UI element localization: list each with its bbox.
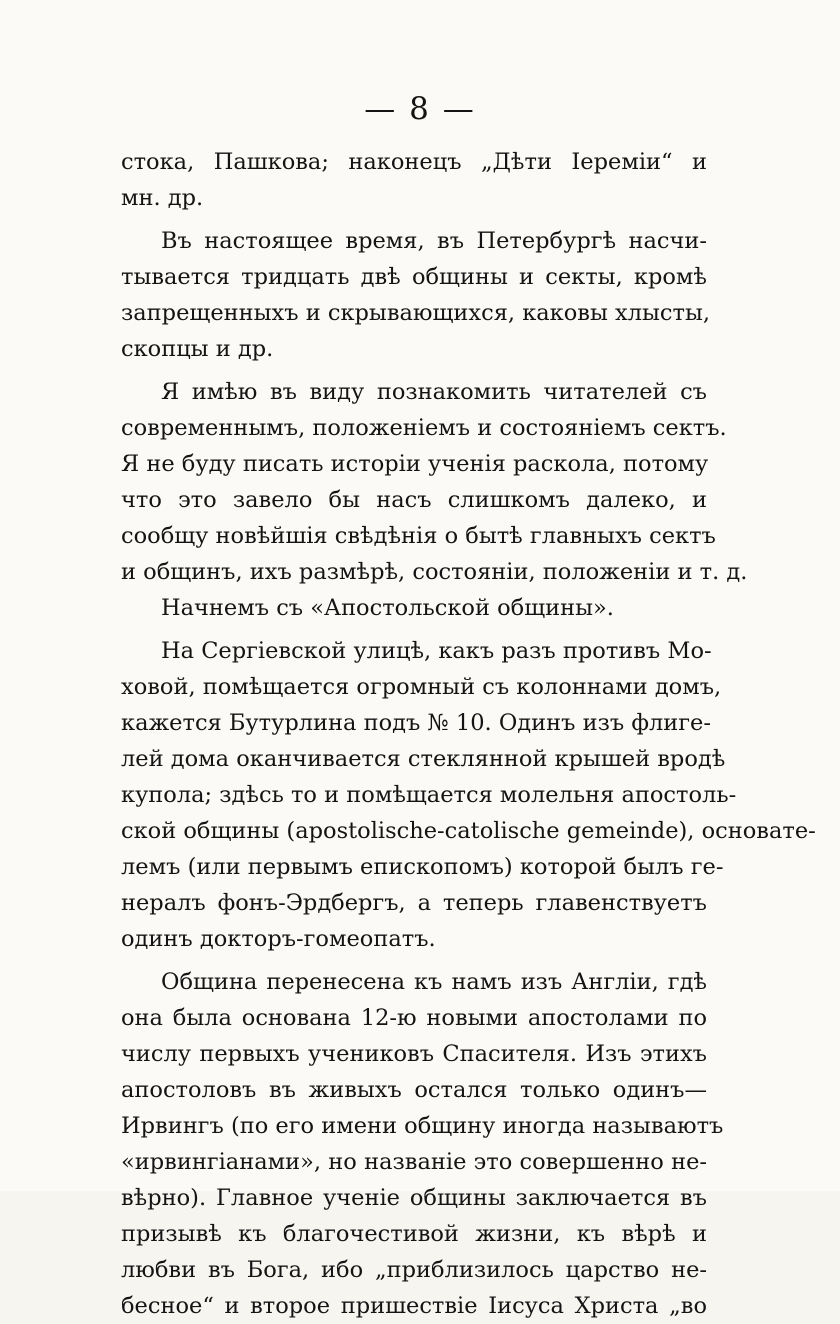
text-line: лей дома оканчивается стеклянной крышей вродѣ [121,746,726,772]
text-line: Ирвингъ (по его имени общину иногда называютъ [121,1113,724,1139]
paragraph-6 [121,964,724,1324]
text-line: купола; здѣсь то и помѣщается молельня апостоль- [121,782,737,808]
text-line: и общинъ, ихъ размѣрѣ, состояніи, положеніи и т. д. [121,559,748,585]
text-line: любви въ Бога, ибо „приблизилось царство не- [121,1257,707,1283]
text-line: она была основана 12-ю новыми апостолами по [121,1005,707,1031]
paragraph-2 [121,223,710,367]
text-line: скопцы и др. [121,336,274,362]
text-line: Община перенесена къ намъ изъ Англіи, гдѣ [161,969,707,995]
text-line: На Сергіевской улицѣ, какъ разъ противъ Мо- [161,638,712,664]
text-line: Я имѣю въ виду познакомить читателей съ [161,379,707,405]
text-line: «ирвингіанами», но названіе это совершенно не- [121,1149,707,1175]
text-line: тывается тридцать двѣ общины и секты, кромѣ [121,264,707,290]
paragraph-5 [121,633,816,957]
text-line: сообщу новѣйшія свѣдѣнія о бытѣ главныхъ сектъ [121,523,716,549]
paragraph-4 [121,590,707,626]
text-line: лемъ (или первымъ епископомъ) которой былъ ге- [121,854,724,880]
paragraph-3 [121,374,748,590]
text-line: одинъ докторъ-гомеопатъ. [121,926,436,952]
text-line: вѣрно). Главное ученіе общины заключается въ [121,1185,707,1211]
text-line: современнымъ, положеніемъ и состояніемъ сектъ. [121,415,727,441]
paragraph-1 [121,144,707,216]
body-text [121,144,816,1324]
text-line: ховой, помѣщается огромный съ колоннами домъ, [121,674,722,700]
text-line: мн. др. [121,185,204,211]
text-line: бесное“ и второе пришествіе Іисуса Христа „во [121,1293,707,1319]
text-line: Въ настоящее время, въ Петербургѣ насчи- [161,228,707,254]
text-line: стока, Пашкова; наконецъ „Дѣти Іереміи“ и [121,149,707,175]
text-line: Начнемъ съ «Апостольской общины». [161,595,614,621]
text-line: кажется Бутурлина подъ № 10. Одинъ изъ флиге- [121,710,711,736]
text-line: апостоловъ въ живыхъ остался только одинъ— [121,1077,707,1103]
text-line: числу первыхъ учениковъ Спасителя. Изъ этихъ [121,1041,707,1067]
text-line: призывѣ къ благочестивой жизни, къ вѣрѣ и [121,1221,707,1247]
page-number: — 8 — [364,91,476,127]
text-line: что это завело бы насъ слишкомъ далеко, и [121,487,707,513]
text-line: нералъ фонъ-Эрдбергъ, а теперь главенствуетъ [121,890,707,916]
text-line: Я не буду писать исторіи ученія раскола, потому [121,451,709,477]
text-line: запрещенныхъ и скрывающихся, каковы хлысты, [121,300,710,326]
text-line: ской общины (apostolische-catolische gemeinde), основате- [121,818,816,844]
